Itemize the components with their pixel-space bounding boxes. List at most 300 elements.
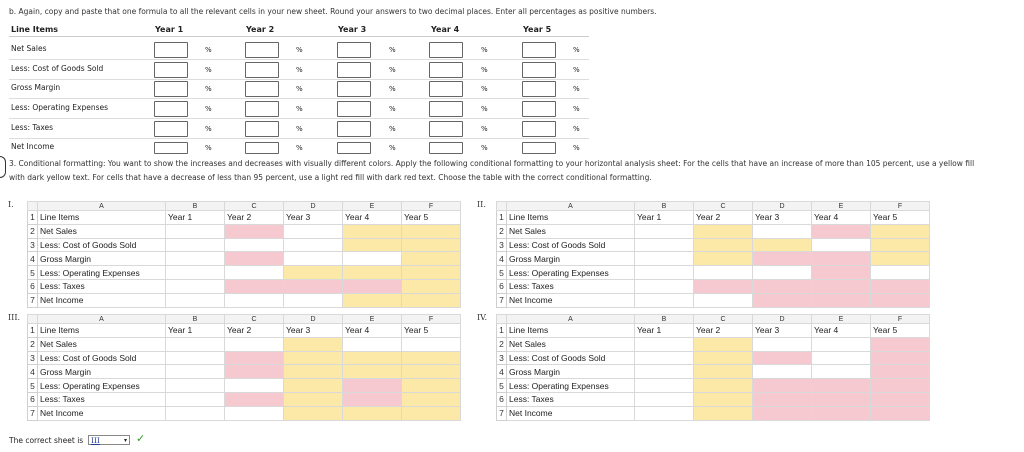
percent-sign: %	[481, 125, 488, 133]
percent-sign: %	[389, 46, 396, 54]
row-number: 5	[28, 379, 38, 393]
data-cell	[166, 279, 225, 293]
percent-sign: %	[573, 66, 580, 74]
percent-input[interactable]	[154, 142, 188, 154]
row-divider	[9, 79, 589, 80]
year-header-4: Year 4	[431, 25, 460, 34]
spreadsheet-option-2	[496, 201, 930, 308]
line-item-cell: Net Income	[507, 293, 635, 307]
year-header-cell: Year 4	[343, 324, 402, 338]
year-header-5: Year 5	[523, 25, 552, 34]
spreadsheet-option-1	[27, 201, 461, 308]
row-number: 2	[28, 224, 38, 238]
line-item-cell: Less: Taxes	[38, 279, 166, 293]
row-number: 7	[28, 406, 38, 420]
line-item-cell: Gross Margin	[507, 252, 635, 266]
line-item-cell: Less: Taxes	[38, 392, 166, 406]
percent-input[interactable]	[245, 81, 279, 97]
yellow-fill-cell	[694, 406, 753, 420]
yellow-fill-cell	[402, 238, 461, 252]
red-fill-cell	[343, 392, 402, 406]
year-header-cell: Year 1	[166, 324, 225, 338]
line-item-cell: Less: Taxes	[507, 279, 635, 293]
red-fill-cell	[871, 279, 930, 293]
spreadsheet-option-4	[496, 314, 930, 421]
row-number: 6	[497, 279, 507, 293]
instruction-3-line2: with dark yellow text. For cells that have a decrease of less than 95 percent, use a light red fill with dark red text. Choose the table with the correct conditional formatting.	[9, 173, 652, 182]
red-fill-cell	[871, 379, 930, 393]
percent-sign: %	[481, 105, 488, 113]
percent-input[interactable]	[154, 42, 188, 58]
answer-select[interactable]	[88, 435, 130, 445]
yellow-fill-cell	[871, 238, 930, 252]
year-header-cell: Year 5	[871, 324, 930, 338]
column-letter: E	[343, 202, 402, 211]
percent-sign: %	[573, 85, 580, 93]
percent-sign: %	[296, 66, 303, 74]
spreadsheet-option-3	[27, 314, 461, 421]
red-fill-cell	[694, 279, 753, 293]
red-fill-cell	[871, 351, 930, 365]
yellow-fill-cell	[284, 379, 343, 393]
header-divider	[9, 36, 589, 37]
row-divider	[9, 118, 589, 119]
yellow-fill-cell	[402, 224, 461, 238]
percent-input[interactable]	[522, 142, 556, 154]
line-item-cell: Less: Cost of Goods Sold	[507, 351, 635, 365]
percent-sign: %	[389, 66, 396, 74]
red-fill-cell	[812, 293, 871, 307]
yellow-fill-cell	[694, 224, 753, 238]
year-header-cell: Year 4	[812, 211, 871, 225]
column-letter: A	[507, 202, 635, 211]
line-item-cell: Line Items	[38, 324, 166, 338]
row-number: 6	[28, 392, 38, 406]
data-cell	[166, 293, 225, 307]
corner-cell	[28, 202, 38, 211]
data-cell	[812, 337, 871, 351]
data-cell	[635, 379, 694, 393]
data-cell	[812, 351, 871, 365]
red-fill-cell	[753, 293, 812, 307]
yellow-fill-cell	[402, 392, 461, 406]
year-header-cell: Year 2	[694, 324, 753, 338]
column-letter: C	[225, 315, 284, 324]
column-letter: B	[635, 202, 694, 211]
row-number: 3	[28, 351, 38, 365]
data-cell	[753, 337, 812, 351]
row-divider	[9, 59, 589, 60]
data-cell	[871, 266, 930, 280]
percent-input[interactable]	[337, 101, 371, 117]
yellow-fill-cell	[753, 238, 812, 252]
data-cell	[635, 238, 694, 252]
red-fill-cell	[225, 392, 284, 406]
yellow-fill-cell	[694, 365, 753, 379]
data-cell	[635, 252, 694, 266]
percent-input[interactable]	[245, 101, 279, 117]
red-fill-cell	[812, 266, 871, 280]
row-number: 1	[497, 324, 507, 338]
yellow-fill-cell	[284, 337, 343, 351]
red-fill-cell	[753, 351, 812, 365]
red-fill-cell	[812, 279, 871, 293]
red-fill-cell	[284, 279, 343, 293]
data-cell	[166, 406, 225, 420]
column-letter: F	[402, 202, 461, 211]
column-letter: B	[635, 315, 694, 324]
row-number: 3	[497, 351, 507, 365]
percent-input[interactable]	[154, 62, 188, 78]
red-fill-cell	[812, 406, 871, 420]
column-letter: E	[343, 315, 402, 324]
data-cell	[694, 293, 753, 307]
row-number: 4	[28, 365, 38, 379]
column-letter: B	[166, 202, 225, 211]
column-letter: A	[38, 202, 166, 211]
yellow-fill-cell	[402, 351, 461, 365]
column-letter: F	[871, 202, 930, 211]
percent-sign: %	[389, 105, 396, 113]
line-item-cell: Net Sales	[38, 337, 166, 351]
red-fill-cell	[871, 293, 930, 307]
year-header-cell: Year 1	[635, 211, 694, 225]
data-cell	[284, 252, 343, 266]
percent-sign: %	[296, 144, 303, 152]
percent-sign: %	[389, 144, 396, 152]
row-number: 1	[28, 324, 38, 338]
row-label: Less: Operating Expenses	[11, 103, 109, 112]
percent-sign: %	[481, 46, 488, 54]
data-cell	[166, 379, 225, 393]
row-number: 5	[497, 379, 507, 393]
year-header-cell: Year 3	[753, 324, 812, 338]
year-header-cell: Year 4	[812, 324, 871, 338]
data-cell	[225, 266, 284, 280]
percent-input[interactable]	[245, 42, 279, 58]
row-number: 2	[28, 337, 38, 351]
option-label-3: III.	[8, 313, 21, 322]
yellow-fill-cell	[343, 351, 402, 365]
row-number: 3	[28, 238, 38, 252]
percent-input[interactable]	[522, 42, 556, 58]
percent-sign: %	[573, 125, 580, 133]
instruction-b: b. Again, copy and paste that one formula to all the relevant cells in your new sheet. Round your answers to two decimal places. Enter all percentages as positive numbers.	[9, 7, 657, 16]
column-letter: F	[871, 315, 930, 324]
yellow-fill-cell	[343, 266, 402, 280]
year-header-cell: Year 3	[753, 211, 812, 225]
yellow-fill-cell	[343, 365, 402, 379]
yellow-fill-cell	[402, 379, 461, 393]
year-header-cell: Year 4	[343, 211, 402, 225]
percent-sign: %	[296, 85, 303, 93]
option-label-1: I.	[8, 200, 14, 209]
data-cell	[284, 224, 343, 238]
line-item-cell: Net Income	[507, 406, 635, 420]
row-number: 3	[497, 238, 507, 252]
percent-input[interactable]	[429, 62, 463, 78]
column-letter: A	[507, 315, 635, 324]
yellow-fill-cell	[694, 392, 753, 406]
row-label: Less: Cost of Goods Sold	[11, 64, 104, 73]
year-header-cell: Year 5	[871, 211, 930, 225]
percent-input[interactable]	[337, 121, 371, 137]
data-cell	[166, 266, 225, 280]
line-item-cell: Gross Margin	[38, 365, 166, 379]
row-divider	[9, 138, 589, 139]
yellow-fill-cell	[694, 238, 753, 252]
year-header-cell: Year 2	[225, 211, 284, 225]
yellow-fill-cell	[694, 337, 753, 351]
row-divider	[9, 98, 589, 99]
row-number: 4	[497, 252, 507, 266]
year-header-cell: Year 2	[694, 211, 753, 225]
row-number: 1	[497, 211, 507, 225]
row-label: Less: Taxes	[11, 123, 54, 132]
line-item-cell: Less: Operating Expenses	[507, 379, 635, 393]
line-item-cell: Net Income	[38, 293, 166, 307]
data-cell	[635, 351, 694, 365]
data-cell	[166, 238, 225, 252]
red-fill-cell	[812, 392, 871, 406]
data-cell	[166, 224, 225, 238]
percent-input[interactable]	[337, 81, 371, 97]
year-header-cell: Year 5	[402, 211, 461, 225]
red-fill-cell	[753, 379, 812, 393]
percent-input[interactable]	[245, 142, 279, 154]
line-item-cell: Gross Margin	[38, 252, 166, 266]
data-cell	[225, 293, 284, 307]
data-cell	[166, 252, 225, 266]
percent-input[interactable]	[429, 101, 463, 117]
yellow-fill-cell	[871, 224, 930, 238]
red-fill-cell	[225, 224, 284, 238]
red-fill-cell	[871, 337, 930, 351]
data-cell	[284, 238, 343, 252]
percent-sign: %	[481, 66, 488, 74]
percent-input[interactable]	[522, 121, 556, 137]
answer-select-value: III	[91, 436, 100, 445]
year-header-cell: Year 3	[284, 324, 343, 338]
yellow-fill-cell	[343, 293, 402, 307]
column-letter: A	[38, 315, 166, 324]
percent-sign: %	[389, 85, 396, 93]
row-number: 4	[497, 365, 507, 379]
data-cell	[812, 365, 871, 379]
percent-sign: %	[296, 105, 303, 113]
percent-input[interactable]	[337, 62, 371, 78]
column-letter: E	[812, 315, 871, 324]
red-fill-cell	[871, 392, 930, 406]
red-fill-cell	[812, 224, 871, 238]
line-item-cell: Line Items	[507, 324, 635, 338]
yellow-fill-cell	[284, 266, 343, 280]
red-fill-cell	[225, 351, 284, 365]
percent-input[interactable]	[522, 62, 556, 78]
line-item-cell: Line Items	[507, 211, 635, 225]
yellow-fill-cell	[871, 252, 930, 266]
chevron-down-icon: ▾	[123, 437, 127, 444]
data-cell	[225, 238, 284, 252]
check-icon: ✓	[136, 432, 146, 445]
percent-sign: %	[573, 144, 580, 152]
percent-input[interactable]	[154, 121, 188, 137]
line-item-cell: Less: Cost of Goods Sold	[38, 238, 166, 252]
percent-input[interactable]	[429, 121, 463, 137]
data-cell	[753, 266, 812, 280]
data-cell	[166, 351, 225, 365]
yellow-fill-cell	[402, 365, 461, 379]
data-cell	[284, 293, 343, 307]
corner-cell	[497, 315, 507, 324]
year-header-cell: Year 1	[635, 324, 694, 338]
percent-sign: %	[296, 46, 303, 54]
yellow-fill-cell	[343, 406, 402, 420]
column-letter: E	[812, 202, 871, 211]
row-number: 6	[28, 279, 38, 293]
data-cell	[635, 224, 694, 238]
percent-input[interactable]	[337, 42, 371, 58]
data-cell	[753, 365, 812, 379]
data-cell	[225, 379, 284, 393]
row-number: 5	[497, 266, 507, 280]
yellow-fill-cell	[402, 266, 461, 280]
yellow-fill-cell	[343, 238, 402, 252]
percent-sign: %	[296, 125, 303, 133]
yellow-fill-cell	[284, 406, 343, 420]
percent-input[interactable]	[429, 81, 463, 97]
year-header-cell: Year 2	[225, 324, 284, 338]
data-cell	[812, 238, 871, 252]
row-label: Gross Margin	[11, 83, 61, 92]
red-fill-cell	[343, 279, 402, 293]
yellow-fill-cell	[694, 379, 753, 393]
question-marker	[0, 156, 6, 178]
red-fill-cell	[753, 252, 812, 266]
data-cell	[635, 337, 694, 351]
year-header-cell: Year 3	[284, 211, 343, 225]
red-fill-cell	[225, 279, 284, 293]
data-cell	[225, 337, 284, 351]
data-cell	[753, 224, 812, 238]
data-cell	[166, 365, 225, 379]
line-item-cell: Net Sales	[38, 224, 166, 238]
yellow-fill-cell	[402, 252, 461, 266]
answer-label: The correct sheet is	[9, 436, 84, 445]
row-label: Net Sales	[11, 44, 47, 53]
percent-input[interactable]	[522, 81, 556, 97]
column-letter: D	[753, 202, 812, 211]
percent-input[interactable]	[429, 42, 463, 58]
red-fill-cell	[225, 252, 284, 266]
year-header-1: Year 1	[155, 25, 184, 34]
red-fill-cell	[343, 379, 402, 393]
row-number: 5	[28, 266, 38, 280]
percent-input[interactable]	[429, 142, 463, 154]
row-number: 7	[497, 406, 507, 420]
year-header-cell: Year 1	[166, 211, 225, 225]
line-item-cell: Less: Cost of Goods Sold	[38, 351, 166, 365]
yellow-fill-cell	[284, 351, 343, 365]
column-letter: C	[694, 315, 753, 324]
yellow-fill-cell	[402, 279, 461, 293]
yellow-fill-cell	[284, 365, 343, 379]
row-number: 2	[497, 224, 507, 238]
red-fill-cell	[753, 279, 812, 293]
percent-input[interactable]	[154, 81, 188, 97]
percent-input[interactable]	[522, 101, 556, 117]
column-letter: C	[225, 202, 284, 211]
column-letter: D	[753, 315, 812, 324]
percent-sign: %	[481, 144, 488, 152]
percent-input[interactable]	[337, 142, 371, 154]
data-cell	[166, 392, 225, 406]
percent-sign: %	[205, 66, 212, 74]
data-cell	[635, 365, 694, 379]
row-number: 6	[497, 392, 507, 406]
yellow-fill-cell	[343, 224, 402, 238]
yellow-fill-cell	[402, 293, 461, 307]
row-number: 4	[28, 252, 38, 266]
yellow-fill-cell	[694, 351, 753, 365]
column-letter: D	[284, 315, 343, 324]
instruction-3-line1: 3. Conditional formatting: You want to show the increases and decreases with visually different colors. Apply the following conditional formatting to your horizontal analysis sheet: For the cells that have an increase of more than 105 percent, use a yellow fill	[9, 159, 975, 168]
percent-sign: %	[573, 105, 580, 113]
percent-input[interactable]	[245, 121, 279, 137]
row-number: 2	[497, 337, 507, 351]
yellow-fill-cell	[694, 252, 753, 266]
year-header-2: Year 2	[246, 25, 275, 34]
red-fill-cell	[812, 252, 871, 266]
line-item-cell: Less: Taxes	[507, 392, 635, 406]
data-cell	[635, 279, 694, 293]
data-cell	[635, 406, 694, 420]
data-cell	[402, 337, 461, 351]
column-letter: D	[284, 202, 343, 211]
row-number: 7	[28, 293, 38, 307]
percent-sign: %	[205, 144, 212, 152]
percent-input[interactable]	[154, 101, 188, 117]
percent-sign: %	[573, 46, 580, 54]
row-number: 1	[28, 211, 38, 225]
line-item-cell: Net Income	[38, 406, 166, 420]
line-item-cell: Line Items	[38, 211, 166, 225]
data-cell	[343, 337, 402, 351]
data-cell	[635, 293, 694, 307]
option-label-4: IV.	[477, 313, 488, 322]
yellow-fill-cell	[402, 406, 461, 420]
column-letter: C	[694, 202, 753, 211]
data-cell	[694, 266, 753, 280]
year-header-cell: Year 5	[402, 324, 461, 338]
row-label: Net Income	[11, 142, 55, 151]
line-item-cell: Less: Operating Expenses	[38, 266, 166, 280]
percent-sign: %	[205, 105, 212, 113]
percent-input[interactable]	[245, 62, 279, 78]
yellow-fill-cell	[284, 392, 343, 406]
red-fill-cell	[753, 406, 812, 420]
data-cell	[635, 266, 694, 280]
percent-sign: %	[205, 125, 212, 133]
row-number: 7	[497, 293, 507, 307]
red-fill-cell	[812, 379, 871, 393]
red-fill-cell	[871, 365, 930, 379]
data-cell	[166, 337, 225, 351]
data-cell	[225, 406, 284, 420]
year-header-3: Year 3	[338, 25, 367, 34]
red-fill-cell	[225, 365, 284, 379]
line-item-cell: Gross Margin	[507, 365, 635, 379]
